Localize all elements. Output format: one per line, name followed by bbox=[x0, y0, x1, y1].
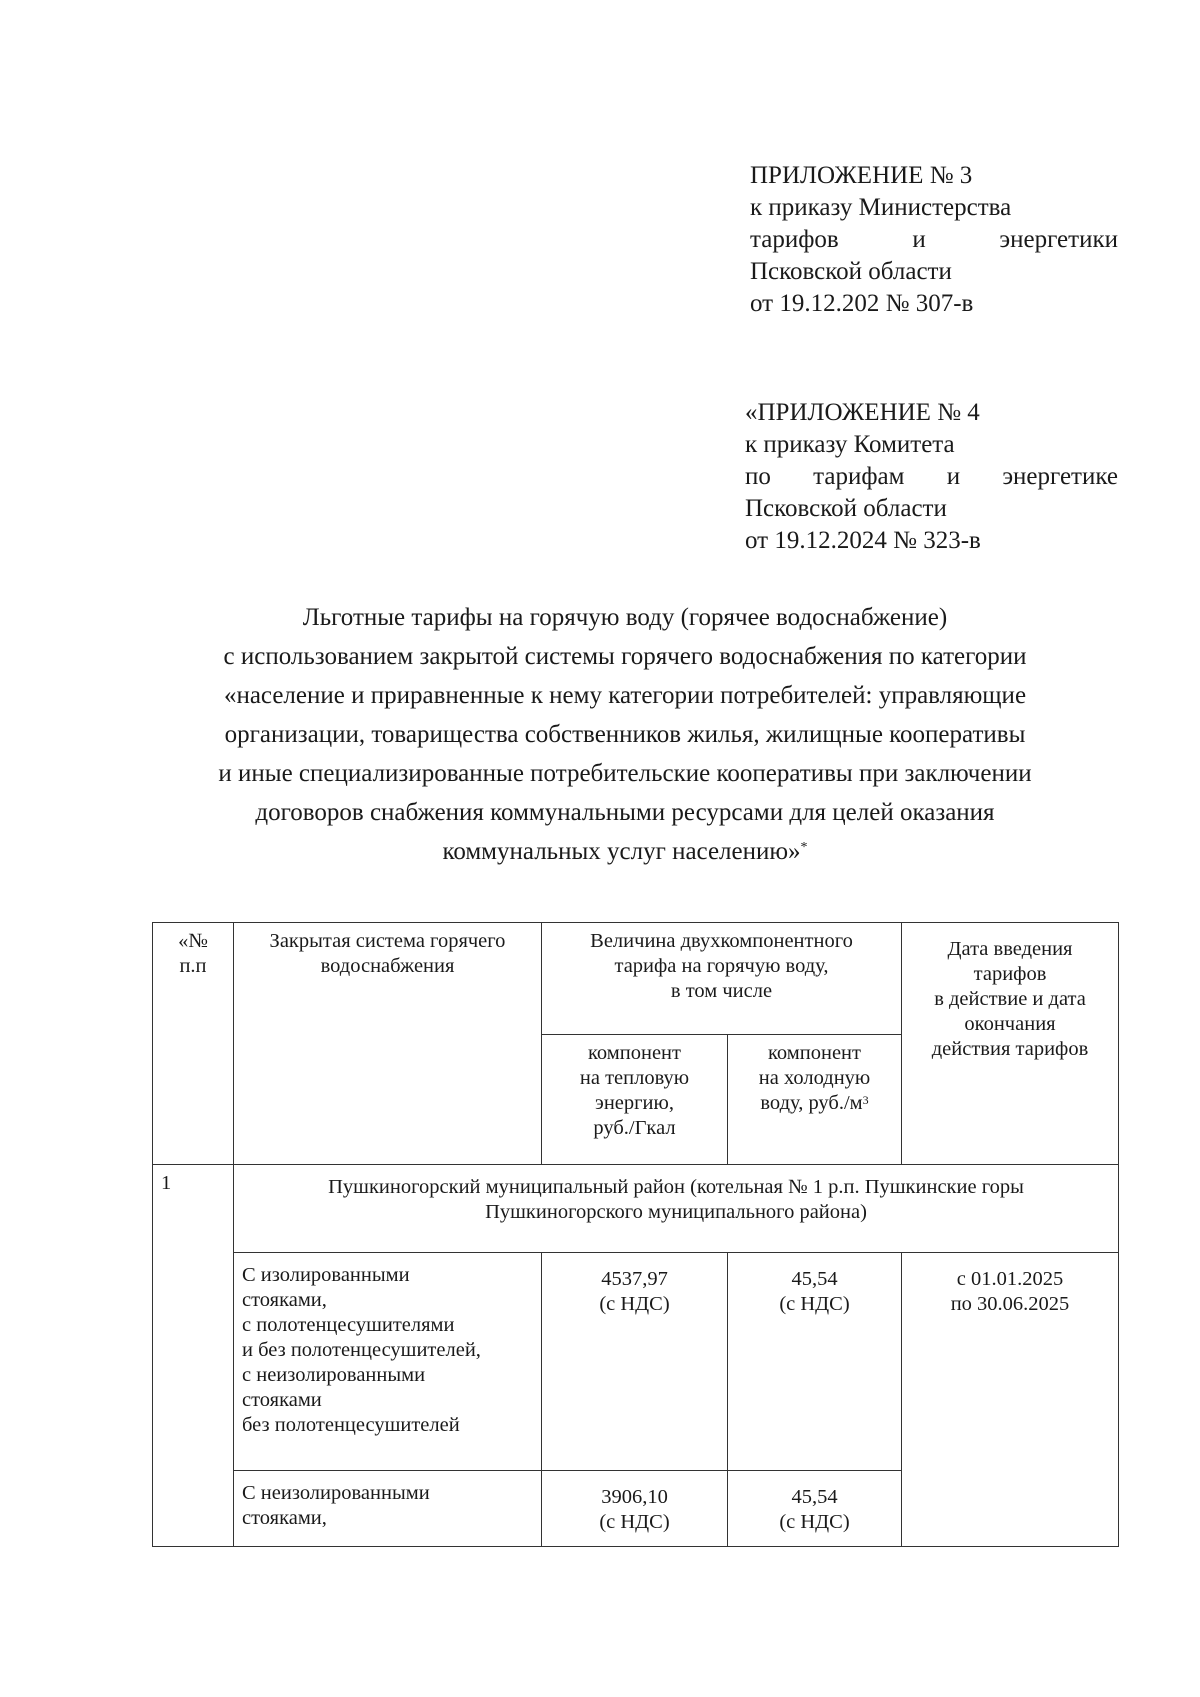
header-cold-component: компонент на холодную воду, $руб./м^3$ bbox=[728, 1035, 902, 1165]
date-range: с 01.01.2025 по 30.06.2025 bbox=[902, 1253, 1119, 1547]
header-system: Закрытая система горячего водоснабжения bbox=[234, 923, 542, 1165]
appendix-4-title: «ПРИЛОЖЕНИЕ № 4 bbox=[745, 399, 980, 426]
appendix-3-line2: к приказу Министерства bbox=[750, 194, 1012, 221]
appendix-4-line3: по тарифам и энергетике bbox=[745, 463, 1118, 490]
appendix-3-line4: Псковской области bbox=[750, 258, 952, 285]
row-heat-value: 4537,97 (с НДС) bbox=[542, 1253, 728, 1471]
appendix-3-date: от 19.12.202 № 307-в bbox=[750, 290, 974, 317]
table-row bbox=[153, 1253, 1119, 1471]
header-num: «№ п.п bbox=[153, 923, 234, 1165]
appendix-4-line2: к приказу Комитета bbox=[745, 431, 955, 458]
row-system: С неизолированными стояками, bbox=[234, 1471, 542, 1547]
appendix-3-title: ПРИЛОЖЕНИЕ № 3 bbox=[750, 162, 973, 189]
header-heat-component: компонент на тепловую энергию, руб./Гкал bbox=[542, 1035, 728, 1165]
group-title: Пушкиногорский муниципальный район (котельная № 1 р.п. Пушкинские горы Пушкиногорского муниципального района) bbox=[234, 1165, 1119, 1253]
group-number: 1 bbox=[153, 1165, 234, 1547]
header-tariff: Величина двухкомпонентного тарифа на горячую воду, в том числе bbox=[542, 923, 902, 1035]
appendix-4-header bbox=[745, 397, 1118, 557]
appendix-4-line4: Псковской области bbox=[745, 495, 947, 522]
row-cold-value: 45,54 (с НДС) bbox=[728, 1253, 902, 1471]
document-title: Льготные тарифы на горячую воду (горячее водоснабжение) с использованием закрытой системы горячего водоснабжения по категории «население и приравненные к нему категории потребителей: управляющие организации, товарищества собственников жилья, жилищные кооперативы и иные специализированные потребительские кооперативы при заключении договоров снабжения коммунальными ресурсами для целей оказания коммунальных услуг населению»* bbox=[218, 604, 1032, 865]
appendix-3-header bbox=[750, 160, 1118, 320]
footnote-mark: * bbox=[800, 840, 808, 855]
row-cold-value: 45,54 (с НДС) bbox=[728, 1471, 902, 1547]
appendix-3-line3: тарифов и энергетики bbox=[750, 226, 1118, 253]
tariff-table bbox=[152, 922, 1119, 1547]
row-system: С изолированными стояками, с полотенцесушителями и без полотенцесушителей, с неизолированными стояками без полотенцесушителей bbox=[234, 1253, 542, 1471]
header-date: Дата введения тарифов в действие и дата окончания действия тарифов bbox=[902, 923, 1119, 1165]
appendix-4-date: от 19.12.2024 № 323-в bbox=[745, 527, 981, 554]
row-heat-value: 3906,10 (с НДС) bbox=[542, 1471, 728, 1547]
